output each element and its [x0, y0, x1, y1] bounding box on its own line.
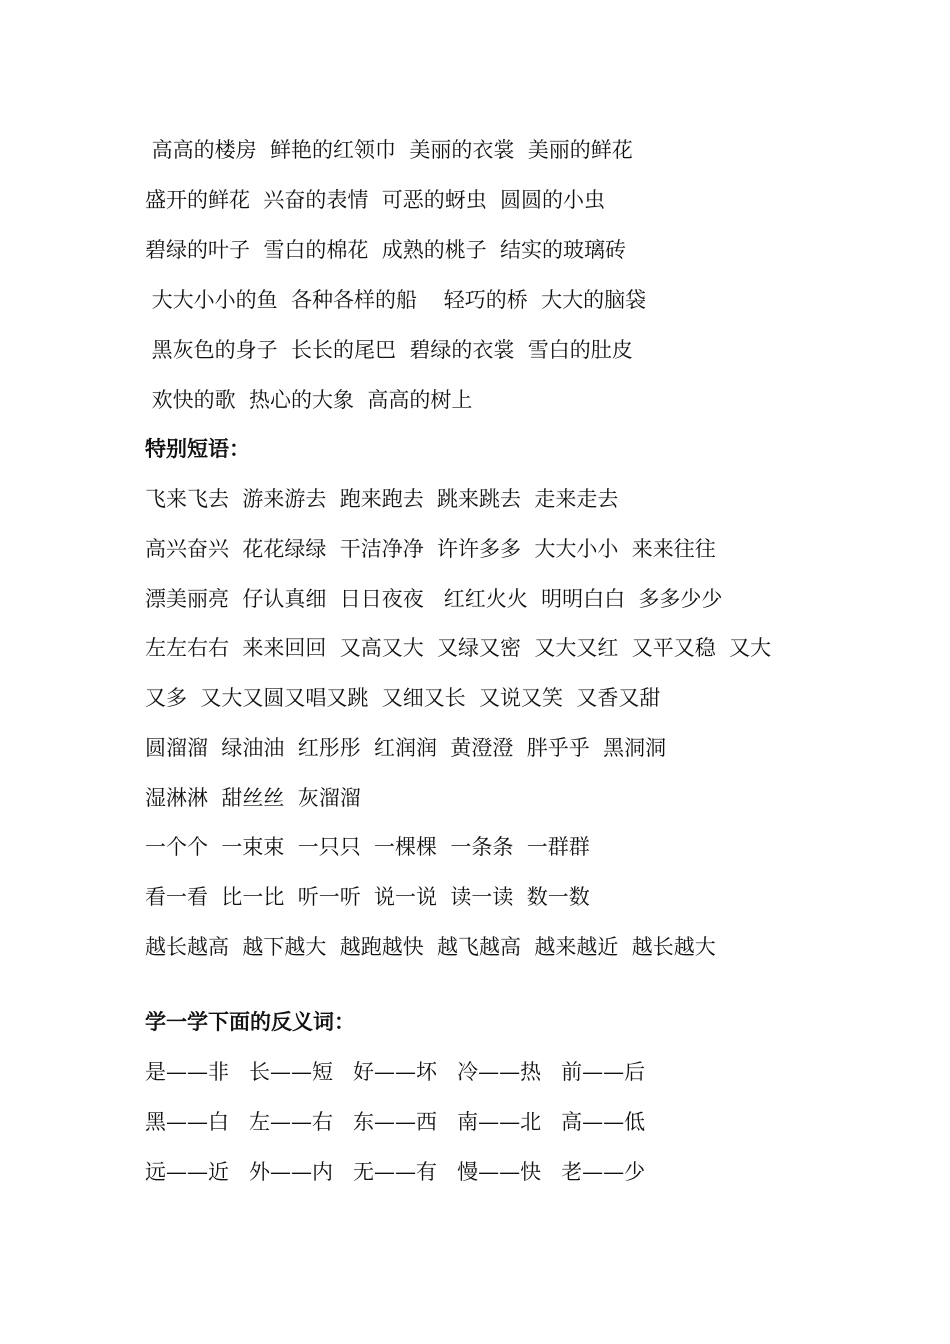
special-phrase-line-5: 又多 又大又圆又唱又跳 又细又长 又说又笑 又香又甜	[145, 686, 661, 710]
adjective-phrase-line-5: 黑灰色的身子 长长的尾巴 碧绿的衣裳 雪白的肚皮	[145, 338, 633, 362]
special-phrase-line-9: 看一看 比一比 听一听 说一说 读一读 数一数	[145, 885, 590, 909]
antonyms-heading: 学一学下面的反义词：	[145, 1009, 355, 1034]
adjective-phrase-line-4: 大大小小的鱼 各种各样的船 轻巧的桥 大大的脑袋	[145, 288, 647, 312]
antonym-line-2: 黑——白 左——右 东——西 南——北 高——低	[145, 1110, 646, 1134]
special-phrase-line-3: 漂美丽亮 仔认真细 日日夜夜 红红火火 明明白白 多多少少	[145, 587, 723, 611]
adjective-phrase-line-3: 碧绿的叶子 雪白的棉花 成熟的桃子 结实的玻璃砖	[145, 238, 627, 262]
special-phrase-line-1: 飞来飞去 游来游去 跑来跑去 跳来跳去 走来走去	[145, 487, 619, 511]
adjective-phrase-line-6: 欢快的歌 热心的大象 高高的树上	[145, 388, 473, 412]
adjective-phrase-line-1: 高高的楼房 鲜艳的红领巾 美丽的衣裳 美丽的鲜花	[145, 138, 633, 162]
special-phrase-line-6: 圆溜溜 绿油油 红彤彤 红润润 黄澄澄 胖乎乎 黑洞洞	[145, 736, 667, 760]
special-phrase-line-2: 高兴奋兴 花花绿绿 干洁净净 许许多多 大大小小 来来往往	[145, 537, 716, 561]
antonym-line-3: 远——近 外——内 无——有 慢——快 老——少	[145, 1160, 646, 1184]
adjective-phrase-line-2: 盛开的鲜花 兴奋的表情 可恶的蚜虫 圆圆的小虫	[145, 188, 606, 212]
special-phrase-line-8: 一个个 一束束 一只只 一棵棵 一条条 一群群	[145, 835, 590, 859]
special-phrase-line-10: 越长越高 越下越大 越跑越快 越飞越高 越来越近 越长越大	[145, 935, 716, 959]
special-phrase-line-7: 湿淋淋 甜丝丝 灰溜溜	[145, 786, 361, 810]
antonym-line-1: 是——非 长——短 好——坏 冷——热 前——后	[145, 1060, 646, 1084]
special-phrase-line-4: 左左右右 来来回回 又高又大 又绿又密 又大又红 又平又稳 又大	[145, 636, 772, 660]
special-phrases-heading: 特别短语：	[145, 436, 250, 461]
